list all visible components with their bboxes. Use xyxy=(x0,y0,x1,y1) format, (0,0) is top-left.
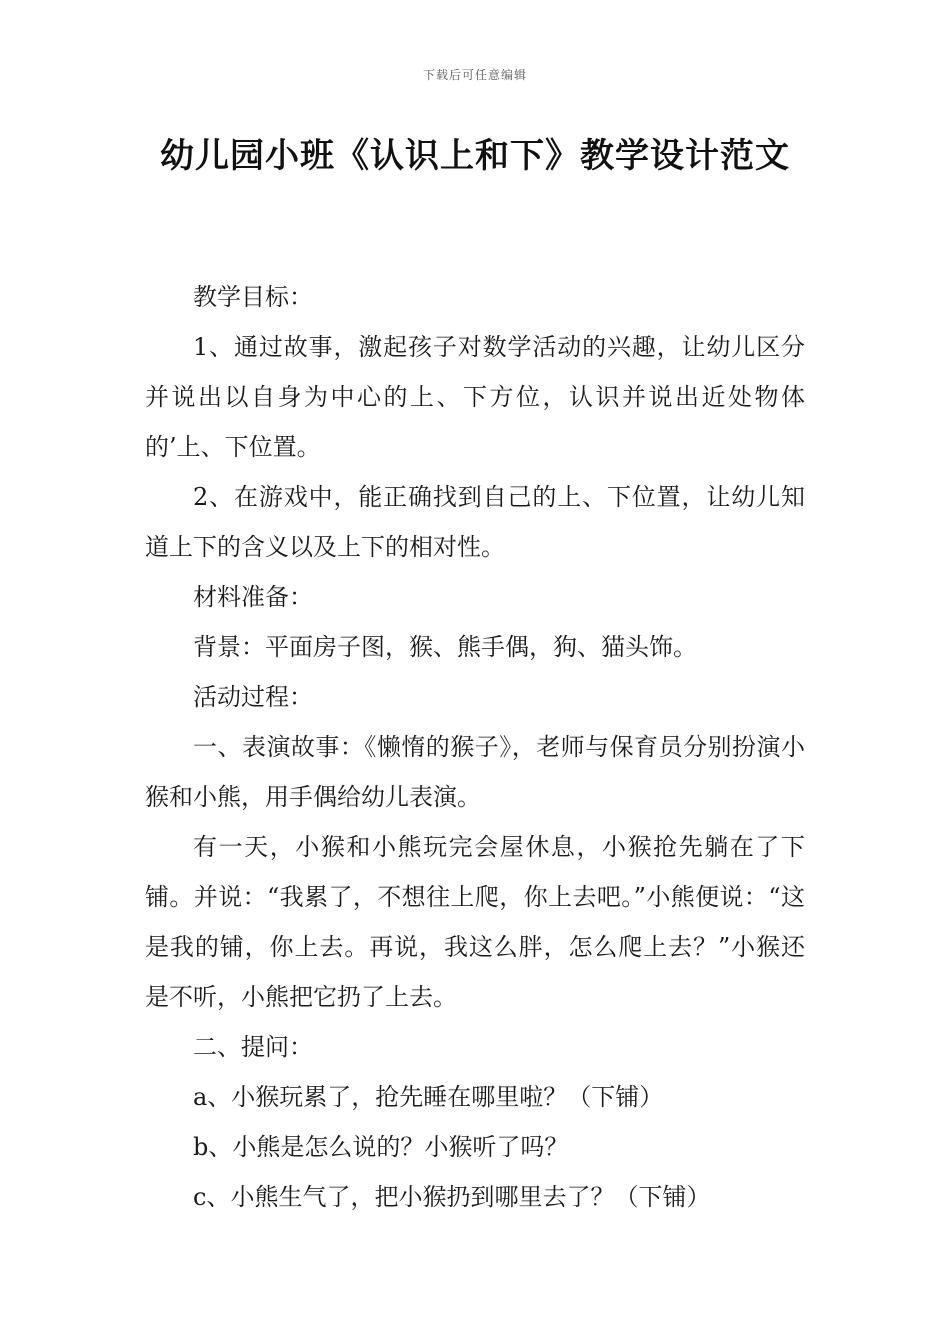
section-heading-process: 活动过程： xyxy=(193,683,313,711)
document-title: 幼儿园小班《认识上和下》教学设计范文 xyxy=(160,136,790,176)
question-b: b、小熊是怎么说的？小猴听了吗？ xyxy=(193,1133,569,1161)
question-a: a、小猴玩累了，抢先睡在哪里啦？（下铺） xyxy=(193,1083,664,1111)
objective-item-2: 2、在游戏中，能正确找到自己的上、下位置，让幼儿知道上下的含义以及上下的相对性。 xyxy=(145,483,805,561)
header-note: 下载后可任意编辑 xyxy=(422,68,527,82)
process-step-2: 二、提问： xyxy=(193,1033,313,1061)
document-body xyxy=(145,272,805,1222)
section-heading-objectives: 教学目标： xyxy=(193,283,313,311)
process-step-1: 一、表演故事：《懒惰的猴子》，老师与保育员分别扮演小猴和小熊，用手偶给幼儿表演。 xyxy=(145,733,805,811)
question-c: c、小熊生气了，把小猴扔到哪里去了？（下铺） xyxy=(193,1183,711,1211)
section-heading-materials: 材料准备： xyxy=(193,583,313,611)
objective-item-1: 1、通过故事，激起孩子对数学活动的兴趣，让幼儿区分并说出以自身为中心的上、下方位，认识并说出近处物体的’上、下位置。 xyxy=(145,333,805,461)
materials-paragraph: 背景：平面房子图，猴、熊手偶，狗、猫头饰。 xyxy=(193,633,697,661)
story-paragraph: 有一天，小猴和小熊玩完会屋休息，小猴抢先躺在了下铺。并说：“我累了，不想往上爬，你上去吧。”小熊便说：“这是我的铺，你上去。再说，我这么胖，怎么爬上去？”小猴还是不听，小熊把它扔了上去。 xyxy=(145,833,805,1011)
